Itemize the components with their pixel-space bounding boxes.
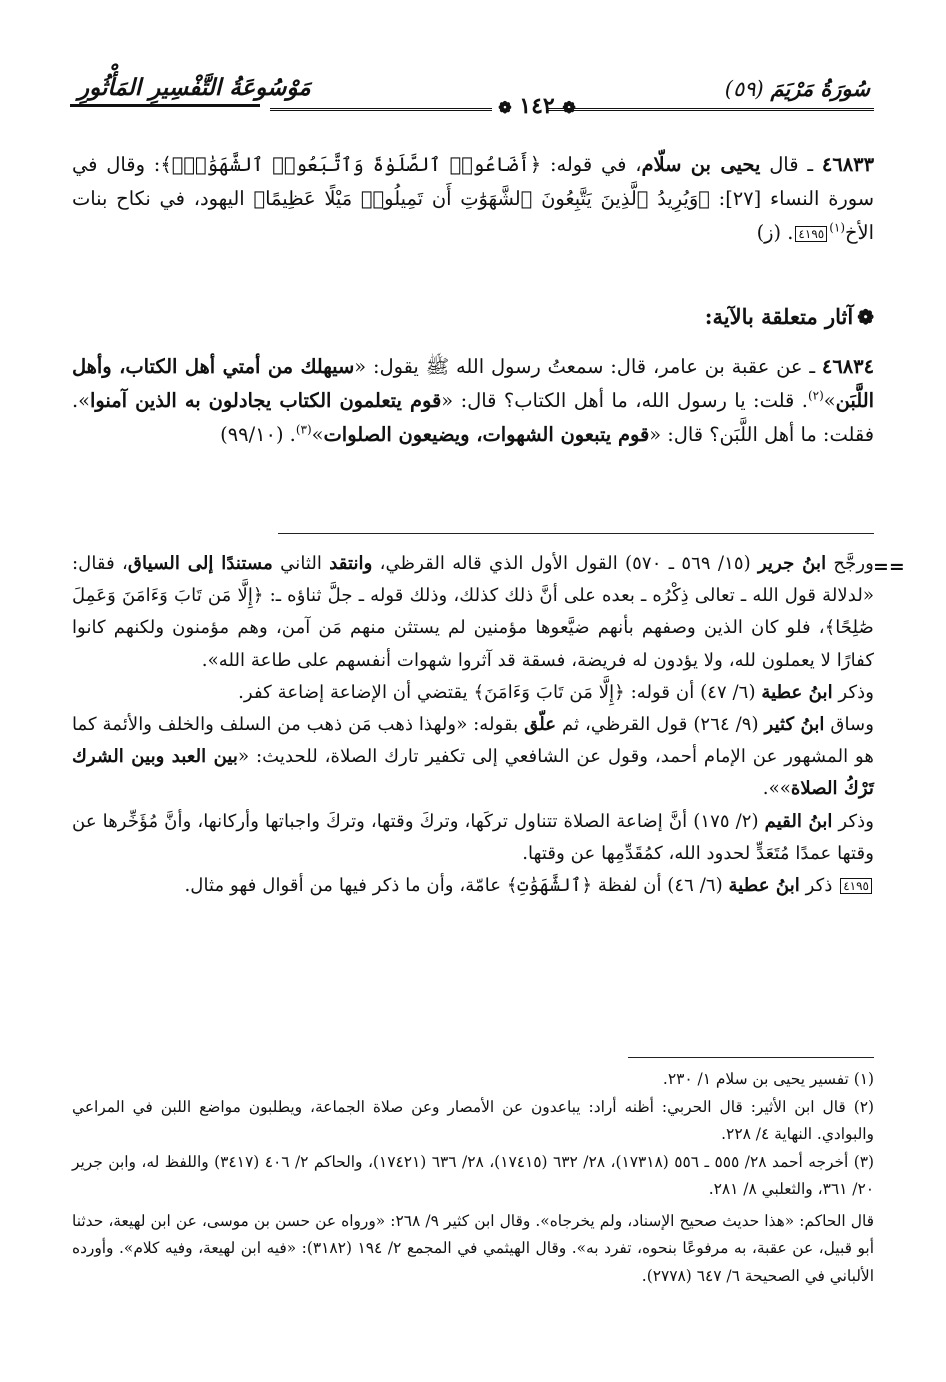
footnote-ref[interactable]: (١) (829, 220, 846, 235)
surah-heading (725, 76, 870, 101)
scholar-name: ابنُ جرير (757, 553, 827, 574)
narrator-name: يحيى بن سلّام (641, 153, 761, 176)
hadith-text: بين العبد وبين الشرك تَرْكُ الصلاة (72, 746, 874, 800)
scholar-name: ابنُ القيم (764, 810, 833, 832)
scholar-name: ابنُ كثير (764, 714, 825, 736)
commentary-ref-box[interactable]: ٤١٩٥ (795, 226, 827, 242)
commentary-paragraph: وذكر ابنُ القيم (٢/ ١٧٥) أنَّ إضاعة الصلاة تتناول تركَها، وتركَ وقتها، وتركَ واجباتها وأركانها، وأنَّ مُؤَخِّرها عن وقتها عمدًا مُتَعَدٍّ لحدود الله، كمُقَدِّمِها عن وقتها. (72, 810, 875, 864)
commentary-ref-box[interactable]: ٤١٩٥ (840, 878, 872, 894)
ornament-icon: ❁ (498, 98, 512, 117)
header-rule-left (270, 108, 492, 113)
ornament-icon: ❁ (562, 98, 576, 117)
footnote-ref[interactable]: (٢) (807, 388, 824, 403)
commentary-paragraph: وساق ابنُ كثير (٩/ ٢٦٤) قول القرظي، ثم علّق بقوله: «ولهذا ذهب مَن ذهب من السلف والخلف والأئمة كما هو المشهور عن الإمام أحمد، وقول عن الشافعي إلى تكفير تارك الصلاة، للحديث: «بين العبد وبين الشرك تَرْكُ الصلاة»». (72, 714, 875, 800)
commentary-paragraph: وذكر ابنُ عطية (٦/ ٤٧) أن قوله: ﴿إِلَّا مَن تَابَ وَءَامَنَ﴾ يقتضي أن الإضاعة إضاعة كفر. (238, 681, 874, 703)
footnote-ref[interactable]: (٣) (295, 422, 312, 437)
surah-number: (٥٩) (724, 77, 764, 101)
narration-46834: ٤٦٨٣٤ ـ عن عقبة بن عامر، قال: سمعتُ رسول الله ﷺ يقول: «سيهلك من أمتي أهل الكتاب، وأهل اللَّبَن»$^{(٢)}$. قلت: يا رسول الله، ما أهل الكتاب؟ قال: «قوم يتعلمون الكتاب يجادلون به الذين آمنوا». فقلت: ما أهل اللَّبَن؟ قال: «قوم يتبعون الشهوات، ويضيعون الصلوات»$^{(٣)}$. (٩٩/١٠) (72, 355, 874, 446)
page-header (70, 70, 874, 120)
commentary-block (72, 548, 874, 902)
footnote-3-continued: قال الحاكم: «هذا حديث صحيح الإسناد، ولم يخرجاه». وقال ابن كثير ٩/ ٢٦٨: «ورواه عن حسن بن موسى، عن ابن لهيعة، حدثنا أبو قبيل، عن عقبة، به مرفوعًا بنحوه، تفرد به». وقال الهيثمي في المجمع ٢/ ١٩٤ (٣١٨٢): «فيه ابن لهيعة، وفيه كلام». وأورده الألباني في الصحيحة ٦/ ٦٤٧ (٢٧٧٨). (72, 1211, 874, 1285)
narration-number: ٤٦٨٣٣ (821, 153, 874, 176)
narration-46833: ٤٦٨٣٣ ـ قال يحيى بن سلّام، في قوله: ﴿أَضَاعُوا۟ ٱلصَّلَوٰةَ وَٱتَّبَعُوا۟ ٱلشَّهَوَٰتِۖ﴾: وقال في سورة النساء [٢٧]: ﴿وَيُرِيدُ ٱلَّذِينَ يَتَّبِعُونَ ٱلشَّهَوَٰتِ أَن تَمِيلُوا۟ مَيْلًا عَظِيمًا﴾ اليهود، في نكاح بنات الأخ$^{(١)}$٤١٩٥. (ز) (72, 153, 874, 244)
flower-ornament-icon: ❁ (857, 305, 874, 329)
quran-verse: ﴿ٱلشَّهَوَٰتِ﴾ (506, 875, 593, 897)
footnote-2: (٢) قال ابن الأثير: قال الحربي: أظنه أراد: يباعدون عن الأمصار وعن صلاة الجماعة، ويطلبون مواضع اللبن في المراعي والبوادي. النهاية ٤/ ٢٢٨. (72, 1097, 874, 1143)
narration-number: ٤٦٨٣٤ (821, 355, 874, 378)
surah-title: سُورَةُ مَرْيَمَ (770, 76, 870, 101)
quran-verse: ﴿وَيُرِيدُ ٱلَّذِينَ يَتَّبِعُونَ ٱلشَّهَوَٰتِ أَن تَمِيلُوا۟ مَيْلًا عَظِيمًا﴾ (253, 187, 710, 210)
quran-verse: ﴿إِلَّا مَن تَابَ وَءَامَنَ﴾ (473, 681, 625, 703)
section-title: ❁آثار متعلقة بالآية: (704, 304, 874, 329)
hadith-text: قوم يتعلمون الكتاب يجادلون به الذين آمنوا (90, 389, 442, 412)
quran-verse: ﴿إِلَّا مَن تَابَ وَءَامَنَ وَعَمِلَ صَٰلِحًا﴾ (72, 585, 874, 639)
hadith-text: قوم يتبعون الشهوات، ويضيعون الصلوات (323, 423, 650, 446)
continuation-mark: == (873, 556, 905, 578)
footnotes (72, 1066, 874, 1290)
commentary-paragraph: ورجَّح ابنُ جرير (١٥/ ٥٦٩ ـ ٥٧٠) القول الأول الذي قاله القرظي، وانتقد الثاني مستندًا إلى السياق، فقال: «لدلالة قول الله ـ تعالى ذِكْرُه ـ بعده على أنَّ ذلك كذلك، وذلك قوله ـ جلَّ ثناؤه ـ: ﴿إِلَّا مَن تَابَ وَءَامَنَ وَعَمِلَ صَٰلِحًا﴾، فلو كان الذين وصفهم بأنهم ضيَّعوها مؤمنين لم يستثن منهم مَن آمن، وهم مؤمنون ولكنهم كانوا كفارًا لا يعملون لله، ولا يؤدون له فريضة، فسقة قد آثروا شهوات أنفسهم على طاعة الله». (72, 553, 875, 671)
commentary-divider (278, 533, 874, 534)
header-rule-right (546, 108, 874, 113)
footnote-3: (٣) أخرجه أحمد ٢٨/ ٥٥٥ ـ ٥٥٦ (١٧٣١٨)، ٢٨/ ٦٣٢ (١٧٤١٥)، ٢٨/ ٦٣٦ (١٧٤٢١)، والحاكم ٢/ ٤٠٦ (٣٤١٧) واللفظ له، وابن جرير ٢٠/ ٣٦١، والثعلبي ٨/ ٢٨١. (72, 1152, 875, 1198)
footnote-1: (١) تفسير يحيى بن سلام ١/ ٢٣٠. (662, 1070, 874, 1088)
commentary-paragraph: ٤١٩٥ ذكر ابنُ عطية (٦/ ٤٦) أن لفظة ﴿ٱلشَّهَوَٰتِ﴾ عامّة، وأن ما ذكر فيها من أقوال فهو مثال. (72, 870, 874, 902)
page-number: ❁ ١٤٢ ❁ (498, 93, 576, 119)
hadith-text: سيهلك من أمتي أهل الكتاب، وأهل اللَّبَن (72, 355, 874, 412)
footnote-divider (628, 1057, 874, 1058)
scholar-name: ابنُ عطية (761, 681, 833, 703)
book-title-underline (70, 104, 260, 107)
quran-verse: ﴿أَضَاعُوا۟ ٱلصَّلَوٰةَ وَٱتَّبَعُوا۟ ٱلشَّهَوَٰتِۖ﴾ (160, 153, 542, 176)
scholar-name: ابنُ عطية (728, 875, 800, 897)
book-title: مَوْسُوعَةُ التَّفْسِيرِ المَأْثُورِ (78, 74, 311, 101)
